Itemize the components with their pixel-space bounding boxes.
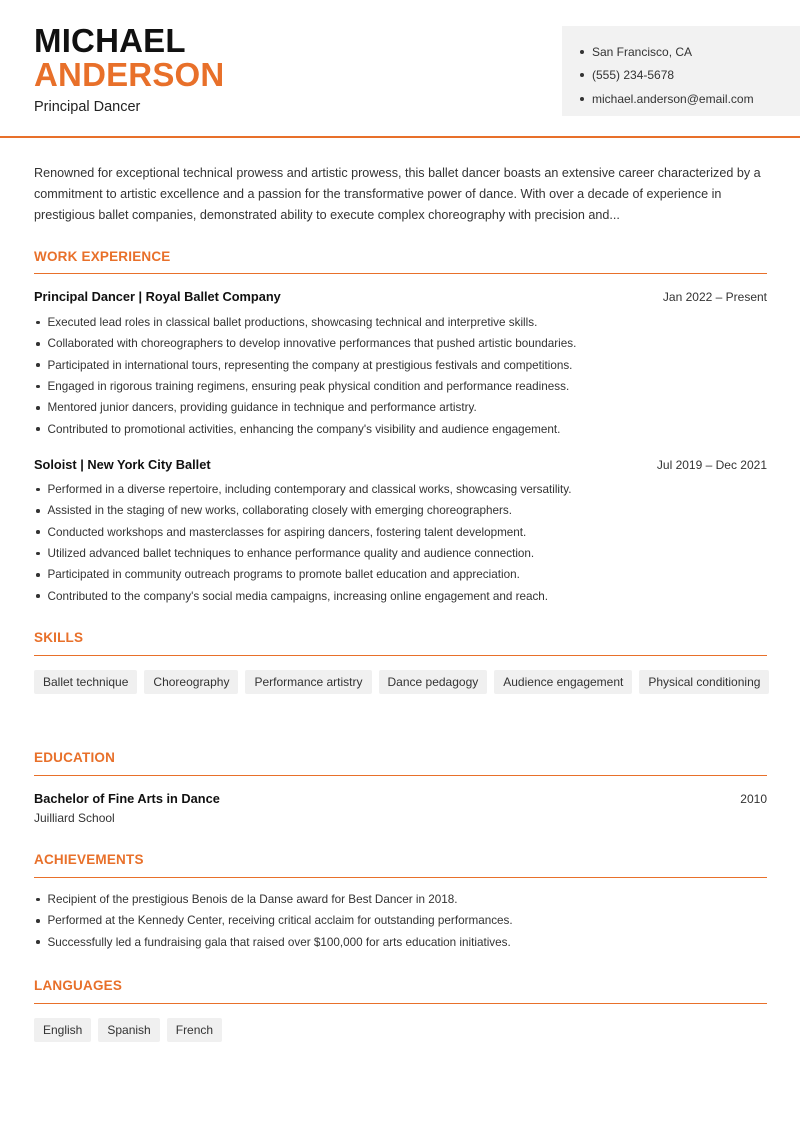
section-title-skills: SKILLS [34,630,84,645]
list-item [34,355,774,376]
resume-header [0,0,800,138]
bullet-icon [36,509,40,513]
bullet-icon [36,594,40,598]
section-title-languages: LANGUAGES [34,978,123,993]
first-name: MICHAEL [34,22,186,59]
bullet-icon [36,406,40,410]
section-divider [34,877,767,878]
list-item [34,564,774,585]
list-item [34,910,774,931]
bullet-icon [36,552,40,556]
list-item [34,333,774,354]
list-item [34,397,774,418]
list-item [34,312,774,333]
contact-phone-text: (555) 234-5678 [592,68,675,83]
list-item-text: Executed lead roles in classical ballet productions, showcasing technical and interpretive skills. [47,316,538,330]
section-divider [34,1003,767,1004]
list-item-text: Contributed to the company's social media campaigns, increasing online engagement and reach. [47,589,549,603]
skill-tag: Audience engagement [494,670,632,694]
list-item-text: Participated in community outreach programs to promote ballet education and appreciation. [47,568,520,582]
list-item-text: Performed in a diverse repertoire, including contemporary and classical works, showcasing versatility. [47,483,572,497]
section-title-achievements: ACHIEVEMENTS [34,852,144,867]
list-item-text: Successfully led a fundraising gala that raised over $100,000 for arts education initiatives. [47,935,511,949]
education-header [34,791,767,806]
bullet-icon [580,50,584,54]
section-divider [34,655,767,656]
job-header [34,457,767,472]
job-role: Soloist | New York City Ballet [34,457,211,472]
bullet-icon [36,530,40,534]
last-name: ANDERSON [34,56,225,93]
education-year: 2010 [740,792,767,806]
list-item [34,376,774,397]
list-item [34,418,774,439]
education-degree: Bachelor of Fine Arts in Dance [34,791,220,806]
list-item [34,522,774,543]
list-item [34,479,774,500]
skill-tag: Ballet technique [34,670,137,694]
job-title: Principal Dancer [34,99,141,115]
achievements-list [34,889,774,953]
list-item [34,889,774,910]
skill-tag: Dance pedagogy [379,670,488,694]
languages-list [34,1018,774,1042]
list-item-text: Performed at the Kennedy Center, receiving critical acclaim for outstanding performances. [47,914,513,928]
list-item [34,585,774,606]
bullet-icon [580,97,584,101]
language-tag: Spanish [98,1018,159,1042]
bullet-icon [36,940,40,944]
list-item [34,500,774,521]
bullet-icon [36,919,40,923]
section-divider [34,273,767,274]
list-item-text: Collaborated with choreographers to develop innovative performances that pushed artistic boundaries. [47,337,577,351]
bullet-icon [36,342,40,346]
section-title-education: EDUCATION [34,750,116,765]
job-role: Principal Dancer | Royal Ballet Company [34,289,281,304]
list-item-text: Assisted in the staging of new works, collaborating closely with emerging choreographers. [47,504,512,518]
education-school: Juilliard School [34,811,115,825]
job-bullets [34,312,774,440]
skill-tag: Choreography [144,670,238,694]
list-item-text: Mentored junior dancers, providing guidance in technique and performance artistry. [47,401,477,415]
contact-location-text: San Francisco, CA [592,44,693,59]
skill-tag: Performance artistry [245,670,371,694]
list-item-text: Engaged in rigorous training regimens, ensuring peak physical condition and performance readiness. [47,380,570,394]
contact-email [580,87,800,111]
list-item [34,932,774,953]
bullet-icon [36,898,40,902]
job-date: Jan 2022 – Present [662,290,767,304]
list-item-text: Utilized advanced ballet techniques to enhance performance quality and audience connection. [47,547,535,561]
skill-tag: Physical conditioning [639,670,769,694]
summary: Renowned for exceptional technical prowess and artistic prowess, this ballet dancer boasts an extensive career characterized by a commitment to artistic excellence and a passion for the transformative power of dance. With over a decade of experience in prestigious ballet companies, demonstrated ability to execute complex choreography with precision and... [34,166,761,222]
contact-box [562,26,800,116]
bullet-icon [580,73,584,77]
list-item-text: Participated in international tours, representing the company at prestigious festivals and competitions. [47,358,573,372]
language-tag: French [167,1018,222,1042]
language-tag: English [34,1018,91,1042]
contact-email-text: michael.anderson@email.com [592,91,754,106]
bullet-icon [36,385,40,389]
bullet-icon [36,573,40,577]
job-header [34,289,767,304]
contact-phone [580,64,800,88]
bullet-icon [36,363,40,367]
list-item [34,543,774,564]
bullet-icon [36,321,40,325]
bullet-icon [36,488,40,492]
job-bullets [34,479,774,607]
section-title-work: WORK EXPERIENCE [34,249,171,264]
job-date: Jul 2019 – Dec 2021 [656,458,767,472]
list-item-text: Conducted workshops and masterclasses for aspiring dancers, fostering talent development. [47,525,527,539]
section-divider [34,775,767,776]
contact-location [580,40,800,64]
list-item-text: Contributed to promotional activities, enhancing the company's visibility and audience engagement. [47,422,561,436]
skills-list [34,670,774,694]
list-item-text: Recipient of the prestigious Benois de la Danse award for Best Dancer in 2018. [47,893,458,907]
bullet-icon [36,427,40,431]
